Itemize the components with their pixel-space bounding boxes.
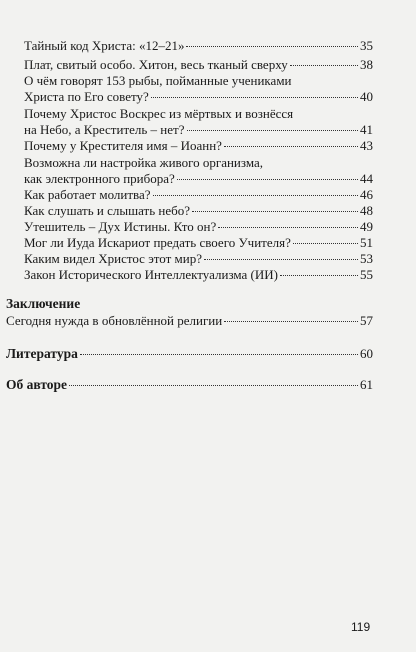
toc-entry-title: Сегодня нужда в обновлённой религии (6, 313, 223, 328)
page-number: 119 (351, 620, 371, 634)
toc-entry (24, 203, 373, 219)
section-heading-conclusion: Заключение (6, 296, 81, 311)
leader-dots (290, 65, 358, 66)
leader-dots (69, 385, 358, 386)
toc-entry-page: 49 (360, 219, 373, 234)
toc-entry (24, 57, 373, 73)
leader-dots (80, 354, 358, 355)
toc-entry-page: 53 (360, 251, 373, 266)
toc-entry (24, 106, 373, 138)
toc-entry-literature (6, 346, 373, 362)
toc-entry (24, 138, 373, 154)
toc-entry-page: 57 (360, 313, 373, 328)
leader-dots (280, 275, 358, 276)
toc-entry-page: 35 (360, 38, 373, 53)
toc-entry-title: Каким видел Христос этот мир? (24, 251, 203, 266)
toc-entry (24, 73, 373, 105)
toc-entry (24, 251, 373, 267)
leader-dots (153, 195, 358, 196)
toc-entry (6, 313, 373, 329)
leader-dots (224, 146, 358, 147)
toc-entry-title: Об авторе (6, 377, 68, 392)
toc-entry-title: Как работает молитва? (24, 187, 151, 202)
toc-entry-page: 38 (360, 57, 373, 72)
toc-entry (24, 187, 373, 203)
toc-entry-title-cont: на Небо, а Креститель – нет? (24, 122, 185, 137)
toc-entry-page: 61 (360, 377, 373, 392)
toc-entry-title: Почему у Крестителя имя – Иоанн? (24, 138, 222, 153)
leader-dots (224, 321, 358, 322)
leader-dots (187, 130, 359, 131)
toc-entry-title-cont: Христа по Его совету? (24, 89, 149, 104)
toc-entry-page: 48 (360, 203, 373, 218)
toc-entry-page: 60 (360, 346, 373, 361)
leader-dots (186, 46, 358, 47)
toc-entry-title: Мог ли Иуда Искариот предать своего Учителя? (24, 235, 291, 250)
leader-dots (218, 227, 358, 228)
leader-dots (204, 259, 358, 260)
leader-dots (192, 211, 358, 212)
toc-entry-title: Литература (6, 346, 78, 361)
toc-entry (24, 267, 373, 283)
toc-entry-title: Закон Исторического Интеллектуализма (ИИ) (24, 267, 278, 282)
toc-entry-title: Возможна ли настройка живого организма, (24, 155, 263, 170)
toc-entry-title: Плат, свитый особо. Хитон, весь тканый сверху (24, 57, 288, 72)
toc-entry-page: 41 (360, 122, 373, 137)
leader-dots (151, 97, 358, 98)
toc-entry-page: 51 (360, 235, 373, 250)
toc-entry-page: 40 (360, 89, 373, 104)
toc-entry-title-cont: как электронного прибора? (24, 171, 175, 186)
toc-entry-about (6, 377, 373, 393)
toc-entry-title: Почему Христос Воскрес из мёртвых и вознёсся (24, 106, 294, 121)
toc-entry-title: Тайный код Христа: «12–21» (24, 38, 185, 53)
toc-entry-page: 44 (360, 171, 373, 186)
toc-entry-title: Как слушать и слышать небо? (24, 203, 191, 218)
toc-entry-page: 46 (360, 187, 373, 202)
toc-entry-title: Утешитель – Дух Истины. Кто он? (24, 219, 217, 234)
leader-dots (293, 243, 358, 244)
toc-entry-title: О чём говорят 153 рыбы, пойманные учениками (24, 73, 292, 88)
toc-entry-page: 55 (360, 267, 373, 282)
toc-entry (24, 235, 373, 251)
toc-entry (24, 219, 373, 235)
toc-entry-page: 43 (360, 138, 373, 153)
leader-dots (177, 179, 358, 180)
toc-entry (24, 38, 373, 54)
toc-entry (24, 155, 373, 187)
